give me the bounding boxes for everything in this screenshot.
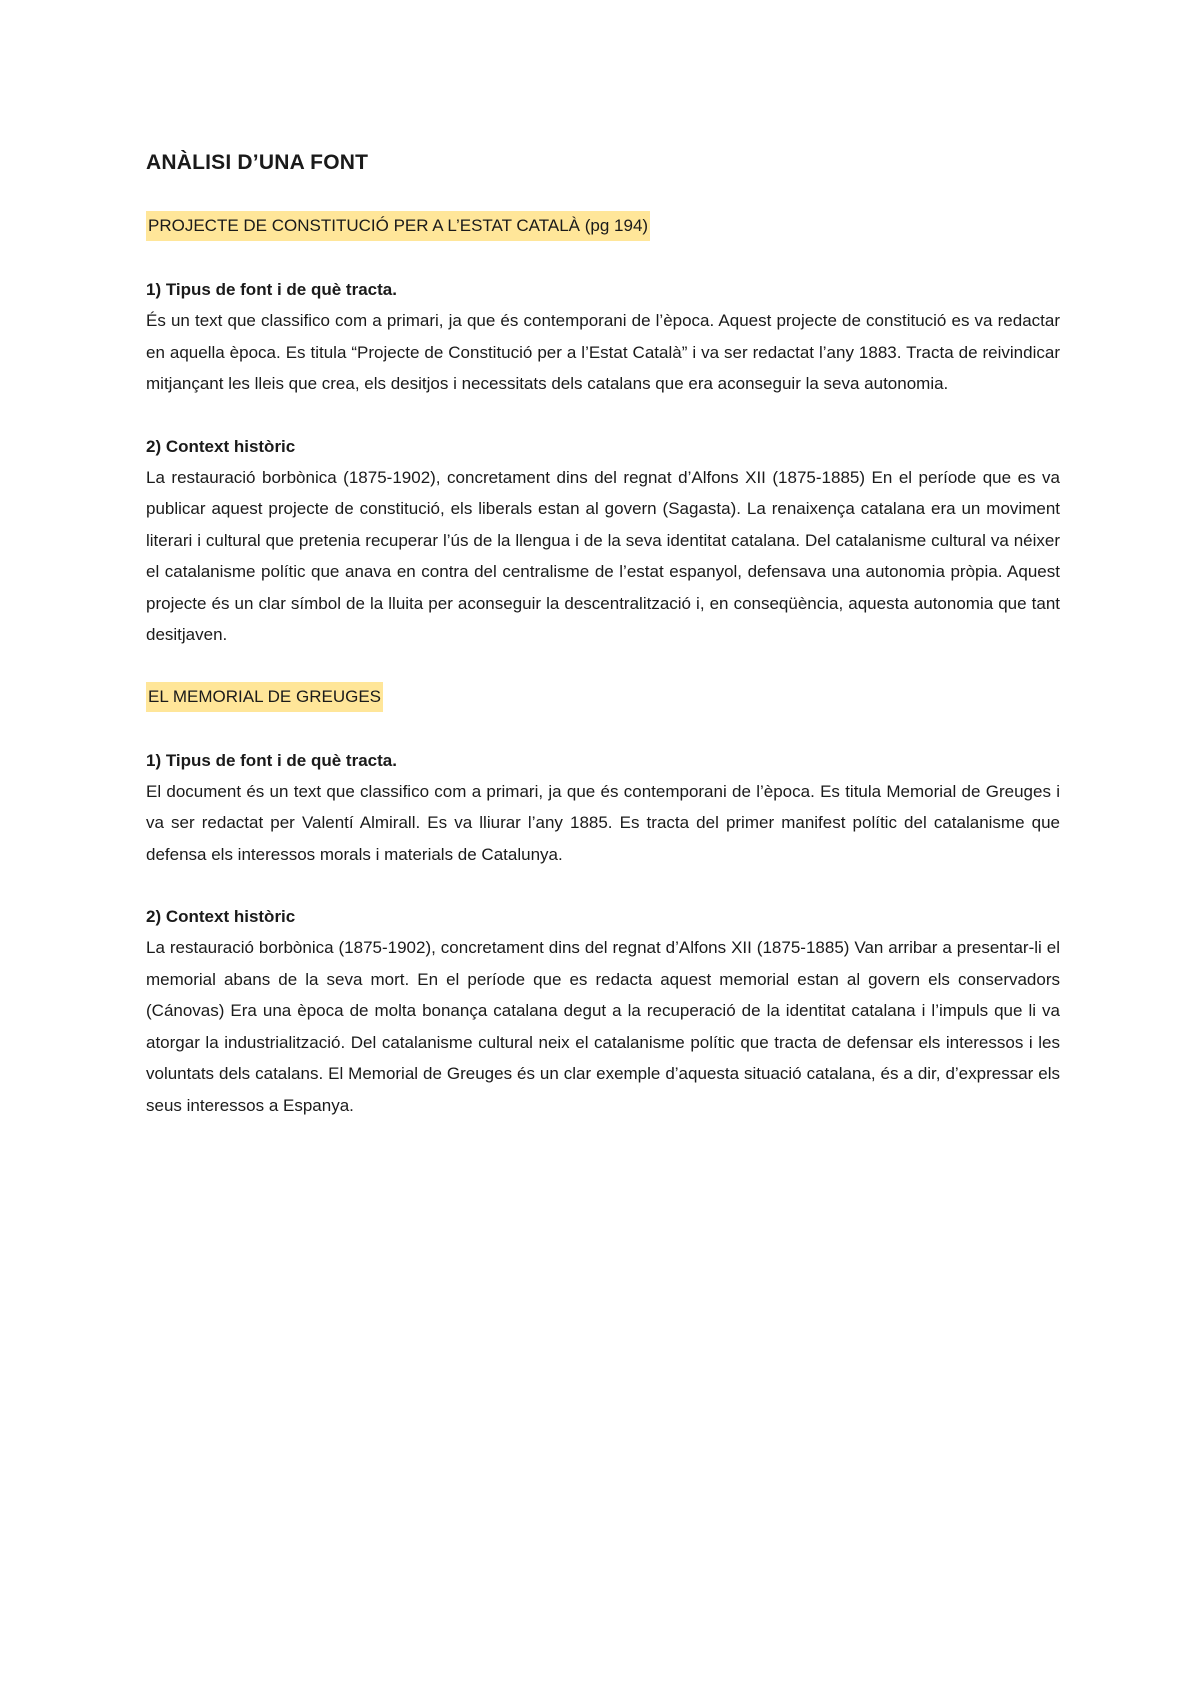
subheading-tipus-font: 1) Tipus de font i de què tracta.: [146, 750, 397, 770]
subheading-context-historic: 2) Context històric: [146, 907, 296, 926]
subheading-tipus-font: 1) Tipus de font i de què tracta.: [146, 280, 397, 299]
paragraph-context-historic: La restauració borbònica (1875-1902), concretament dins del regnat d’Alfons XII (1875-1885) En el període que es va publicar aquest projecte de constitució, els liberals estan al govern (Sagasta). La renaixença catalana era un moviment literari i cultural que pretenia recuperar l’ús de la llengua i de la seva identitat catalana. Del catalanisme cultural va néixer el catalanisme polític que anava en contra del centralisme de l’estat espanyol, defensava una autonomia pròpia. Aquest projecte és un clar símbol de la lluita per aconseguir la descentralització i, en conseqüència, aquesta autonomia que tant desitjaven.: [146, 467, 1060, 644]
paragraph-tipus-font: El document és un text que classifico com a primari, ja que és contemporani de l’època. Es titula Memorial de Greuges i va ser redactat per Valentí Almirall. Es va lliurar l’any 1885. Es tracta del primer manifest polític del catalanisme que defensa els interessos morals i materials de Catalunya.: [146, 781, 1060, 864]
section-memorial-greuges: [146, 682, 1060, 1122]
paragraph-context-historic: La restauració borbònica (1875-1902), concretament dins del regnat d’Alfons XII (1875-1885) Van arribar a presentar-li el memorial abans de la seva mort. En el període que es redacta aquest memorial estan al govern els conservadors (Cánovas) Era una època de molta bonança catalana degut a la recuperació de la identitat catalana i l’impuls que li va atorgar la industrialització. Del catalanisme cultural neix el catalanisme polític que tracta de defensar els interessos i les voluntats dels catalans. El Memorial de Greuges és un clar exemple d’aquesta situació catalana, és a dir, d’expressar els seus interessos a Espanya.: [146, 938, 1060, 1115]
section-heading: PROJECTE DE CONSTITUCIÓ PER A L’ESTAT CATALÀ (pg 194): [146, 211, 650, 241]
section-constitucio: [146, 211, 1060, 651]
paragraph-tipus-font: És un text que classifico com a primari, ja que és contemporani de l’època. Aquest projecte de constitució es va redactar en aquella època. Es titula “Projecte de Constitució per a l’Estat Català” i va ser redactat l’any 1883. Tracta de reivindicar mitjançant les lleis que crea, els desitjos i necessitats dels catalans que era aconseguir la seva autonomia.: [146, 311, 1060, 393]
document-body: [146, 148, 1060, 1121]
section-heading: EL MEMORIAL DE GREUGES: [146, 682, 383, 712]
document-title: ANÀLISI D’UNA FONT: [146, 151, 369, 174]
subheading-context-historic: 2) Context històric: [146, 436, 296, 456]
